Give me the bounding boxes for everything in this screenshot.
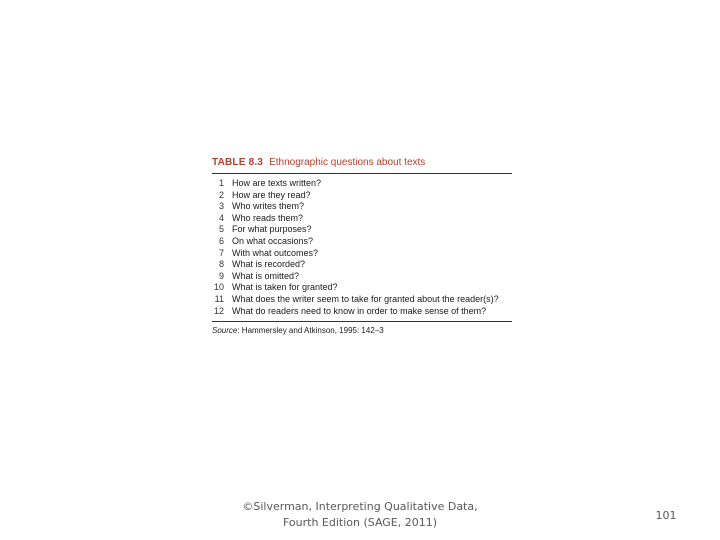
question-text: What is omitted? (232, 270, 300, 281)
table-label: TABLE 8.3 (212, 157, 264, 168)
row-number: 3 (218, 201, 224, 212)
page-number: 101 (655, 509, 677, 522)
question-text: For what purposes? (232, 224, 312, 235)
question-text: What does the writer seem to take for granted about the reader(s)? (232, 293, 499, 304)
table-top-rule (212, 173, 512, 174)
question-text: Who reads them? (232, 212, 304, 223)
row-number: 9 (218, 270, 224, 281)
question-text: On what occasions? (232, 235, 314, 246)
question-row (212, 282, 512, 294)
row-number: 5 (218, 224, 224, 235)
question-row (212, 178, 512, 190)
source-label: Source (212, 326, 238, 336)
question-text: Who writes them? (232, 201, 305, 212)
question-row (212, 248, 512, 260)
row-number: 1 (218, 178, 224, 188)
row-number: 7 (218, 247, 224, 258)
question-text: How are they read? (232, 189, 311, 200)
row-number: 12 (213, 305, 224, 316)
row-number: 4 (218, 212, 224, 223)
table-title: Ethnographic questions about texts (269, 157, 426, 168)
question-text: What is recorded? (232, 259, 306, 270)
ethnographic-questions-table (212, 156, 512, 336)
footer-credit-line-2: Fourth Edition (SAGE, 2011) (282, 516, 438, 529)
question-list (212, 178, 512, 317)
table-source (212, 322, 512, 336)
question-row (212, 213, 512, 225)
row-number: 6 (218, 235, 224, 246)
question-row (212, 201, 512, 213)
row-number: 10 (213, 282, 224, 293)
question-row (212, 306, 512, 318)
question-row (212, 224, 512, 236)
row-number: 11 (214, 293, 224, 304)
row-number: 8 (218, 259, 224, 270)
question-row (212, 294, 512, 306)
row-number: 2 (218, 189, 224, 200)
question-row (212, 259, 512, 271)
table-caption (212, 156, 512, 173)
footer-credit (240, 499, 480, 531)
question-text: With what outcomes? (232, 247, 319, 258)
question-text: What do readers need to know in order to make sense of them? (232, 305, 487, 316)
question-text: How are texts written? (232, 178, 322, 188)
question-row (212, 271, 512, 283)
question-row (212, 190, 512, 202)
footer-credit-line-1: ©Silverman, Interpreting Qualitative Data, (242, 500, 478, 513)
question-text: What is taken for granted? (232, 282, 338, 293)
source-citation: : Hammersley and Atkinson, 1995: 142–3 (237, 326, 384, 336)
question-row (212, 236, 512, 248)
